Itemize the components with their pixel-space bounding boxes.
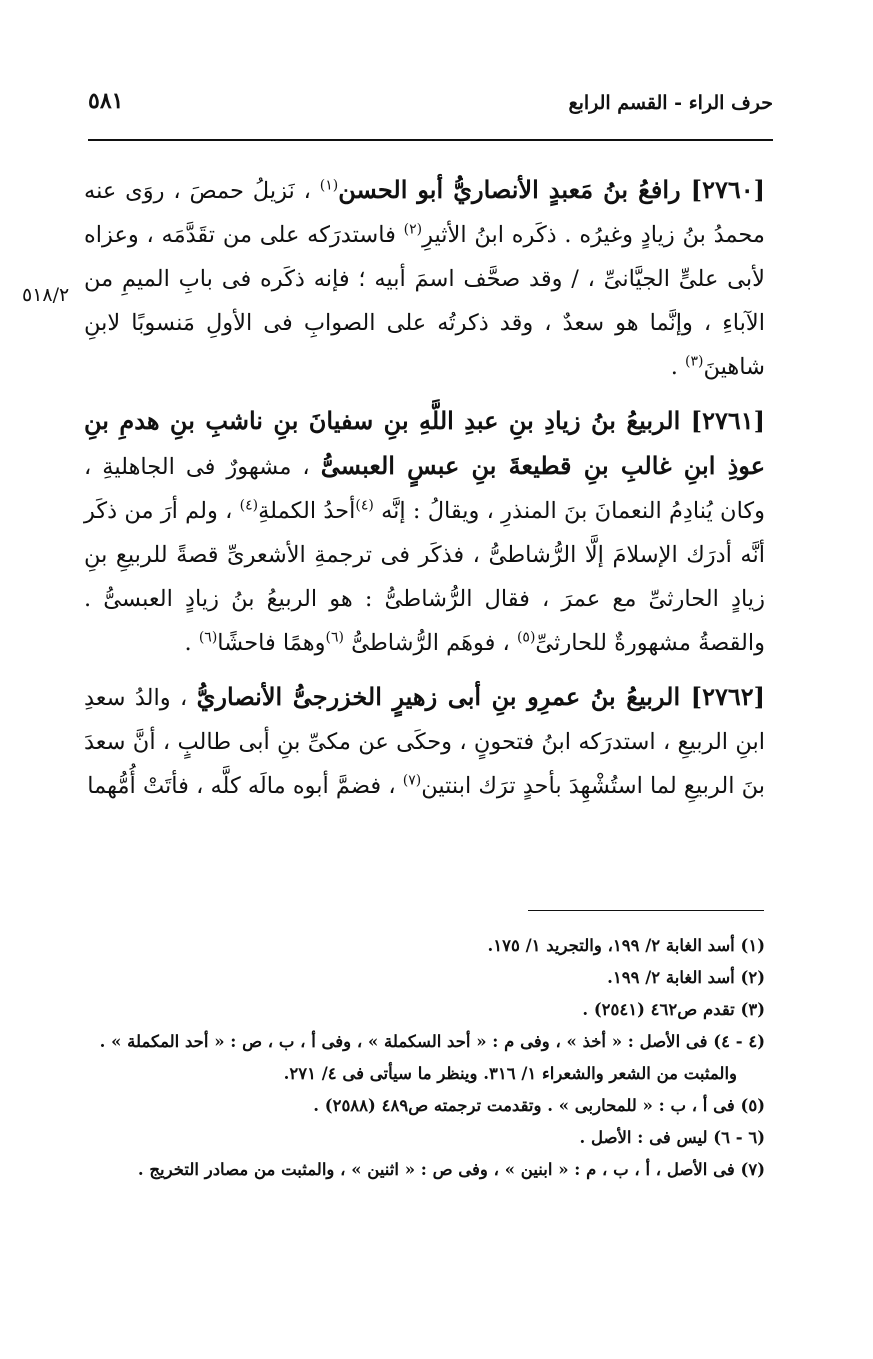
entry-heading: [٢٧٦٠] رافعُ بنُ مَعبدٍ الأنصاريُّ أبو الحسن (338, 175, 765, 204)
entry-text: فاستدرَكه على من تقَدَّمَه ، وعزاه لأبى علىٍّ الجيَّانىِّ ، / وقد صحَّف اسمَ أبيه ؛ فإنه ذكَره فى بابِ الميمِ من الآباءِ ، وإنَّما هو سعدٌ ، وقد ذكرتُه على الصوابِ فى الأولِ مَنسوبًا لابنِ شاهينَ (84, 222, 765, 380)
footnote-ref: (٢) (403, 221, 423, 238)
entry-text: ، ولم أرَ من ذكَر أنَّه أدرَك الإسلامَ إلَّا الرُّشاطىُّ ، فذكَر فى ترجمةِ الأشعرىِّ قصةً للربيعِ بنِ زيادٍ الحارثىِّ مع عمرَ ، فقال الرُّشاطىُّ : هو الربيعُ بنُ زيادٍ العبسىُّ . والقصةُ مشهورةٌ للحارثىِّ (84, 498, 765, 656)
footnote-7: (٧) فى الأصل ، أ ، ب ، م : « ابنين » ، وفى ص : « اثنين » ، والمثبت من مصادر التخريج . (137, 1160, 765, 1179)
footnote-3: (٣) تقدم ص٤٦٢ (٢٥٤١) . (582, 1000, 765, 1019)
footnote-ref: (٤) (355, 497, 374, 514)
footnote-ref: (٦) (198, 629, 218, 646)
running-title: حرف الراء - القسم الرابع (568, 92, 773, 114)
page-number: ٥٨١ (88, 88, 124, 114)
entry-heading: [٢٧٦١] الربيعُ بنُ زيادِ بنِ عبدِ اللَّهِ بنِ سفيانَ بنِ ناشبِ بنِ هدمِ بنِ عوذِ ابنِ غالبِ بنِ قطيعةَ بنِ عبسٍ العبسىُّ (84, 406, 766, 480)
footnote-ref: (٦) (325, 629, 344, 646)
footnote-ref: (٧) (402, 772, 422, 789)
footnote-4: (٤ - ٤) فى الأصل : « أخذ » ، وفى م : « أحد السكملة » ، وفى أ ، ب ، ص : « أحد المكملة » . (99, 1032, 765, 1051)
entry-text: ، فوهَم الرُّشاطىُّ (351, 630, 510, 656)
footnotes (80, 930, 765, 1186)
entry-text: ، فضمَّ أبوه مالَه كلَّه ، فأتَتْ أُمُّهما (87, 773, 396, 799)
footnote-ref: (٣) (685, 353, 704, 370)
margin-note: ٥١٨/٢ (22, 284, 70, 306)
entry-text: ، والدُ سعدِ ابنِ الربيعِ ، استدرَكه ابنُ فتحونٍ ، وحكَى عن مكىِّ بنِ أبى طالبٍ ، أنَّ سعدَ بنَ الربيعِ لما استُشْهِدَ بأحدٍ ترَك ابنتين (84, 685, 765, 799)
header-rule (88, 139, 773, 141)
entry-text: . (670, 354, 678, 380)
main-text (84, 168, 765, 818)
footnote-2: (٢) أسد الغابة ٢/ ١٩٩. (607, 968, 765, 987)
footnote-ref: (٤) (239, 497, 259, 514)
page-header (88, 88, 773, 128)
entry-text: وهمًا فاحشًا (217, 630, 326, 656)
entry-text: ، مشهورٌ فى الجاهليةِ ، وكان يُنادِمُ النعمانَ بنَ المنذرِ ، ويقالُ : إنَّه (84, 454, 766, 524)
entry-paragraph (84, 399, 765, 665)
footnote-rule (528, 910, 764, 911)
footnote-6: (٦ - ٦) ليس فى : الأصل . (579, 1128, 765, 1147)
entry-text: ، نَزيلُ حمصَ ، روَى عنه محمدُ بنُ زيادٍ وغيرُه . ذكَره ابنُ الأثيرِ (84, 178, 765, 248)
entry-text: أحدُ الكملةِ (258, 498, 356, 524)
entry-2762 (84, 675, 765, 808)
footnote-ref: (١) (319, 177, 339, 194)
footnote-5: (٥) فى أ ، ب : « للمحاربى » . وتقدمت ترجمته ص٤٨٩ (٢٥٨٨) . (313, 1096, 765, 1115)
entry-2760 (84, 168, 765, 389)
entry-paragraph (84, 675, 765, 808)
footnote-ref: (٥) (516, 629, 536, 646)
footnote-1: (١) أسد الغابة ٢/ ١٩٩، والتجريد ١/ ١٧٥. (487, 936, 765, 955)
footnote-4-continued: والمثبت من الشعر والشعراء ١/ ٣١٦. وينظر ما سيأتى فى ٤/ ٢٧١. (283, 1064, 737, 1083)
entry-heading: [٢٧٦٢] الربيعُ بنُ عمرِو بنِ أبى زهيرٍ الخزرجىُّ الأنصاريُّ (196, 682, 765, 711)
entry-2761 (84, 399, 765, 665)
entry-paragraph (84, 168, 765, 389)
entry-text: . (184, 630, 192, 656)
